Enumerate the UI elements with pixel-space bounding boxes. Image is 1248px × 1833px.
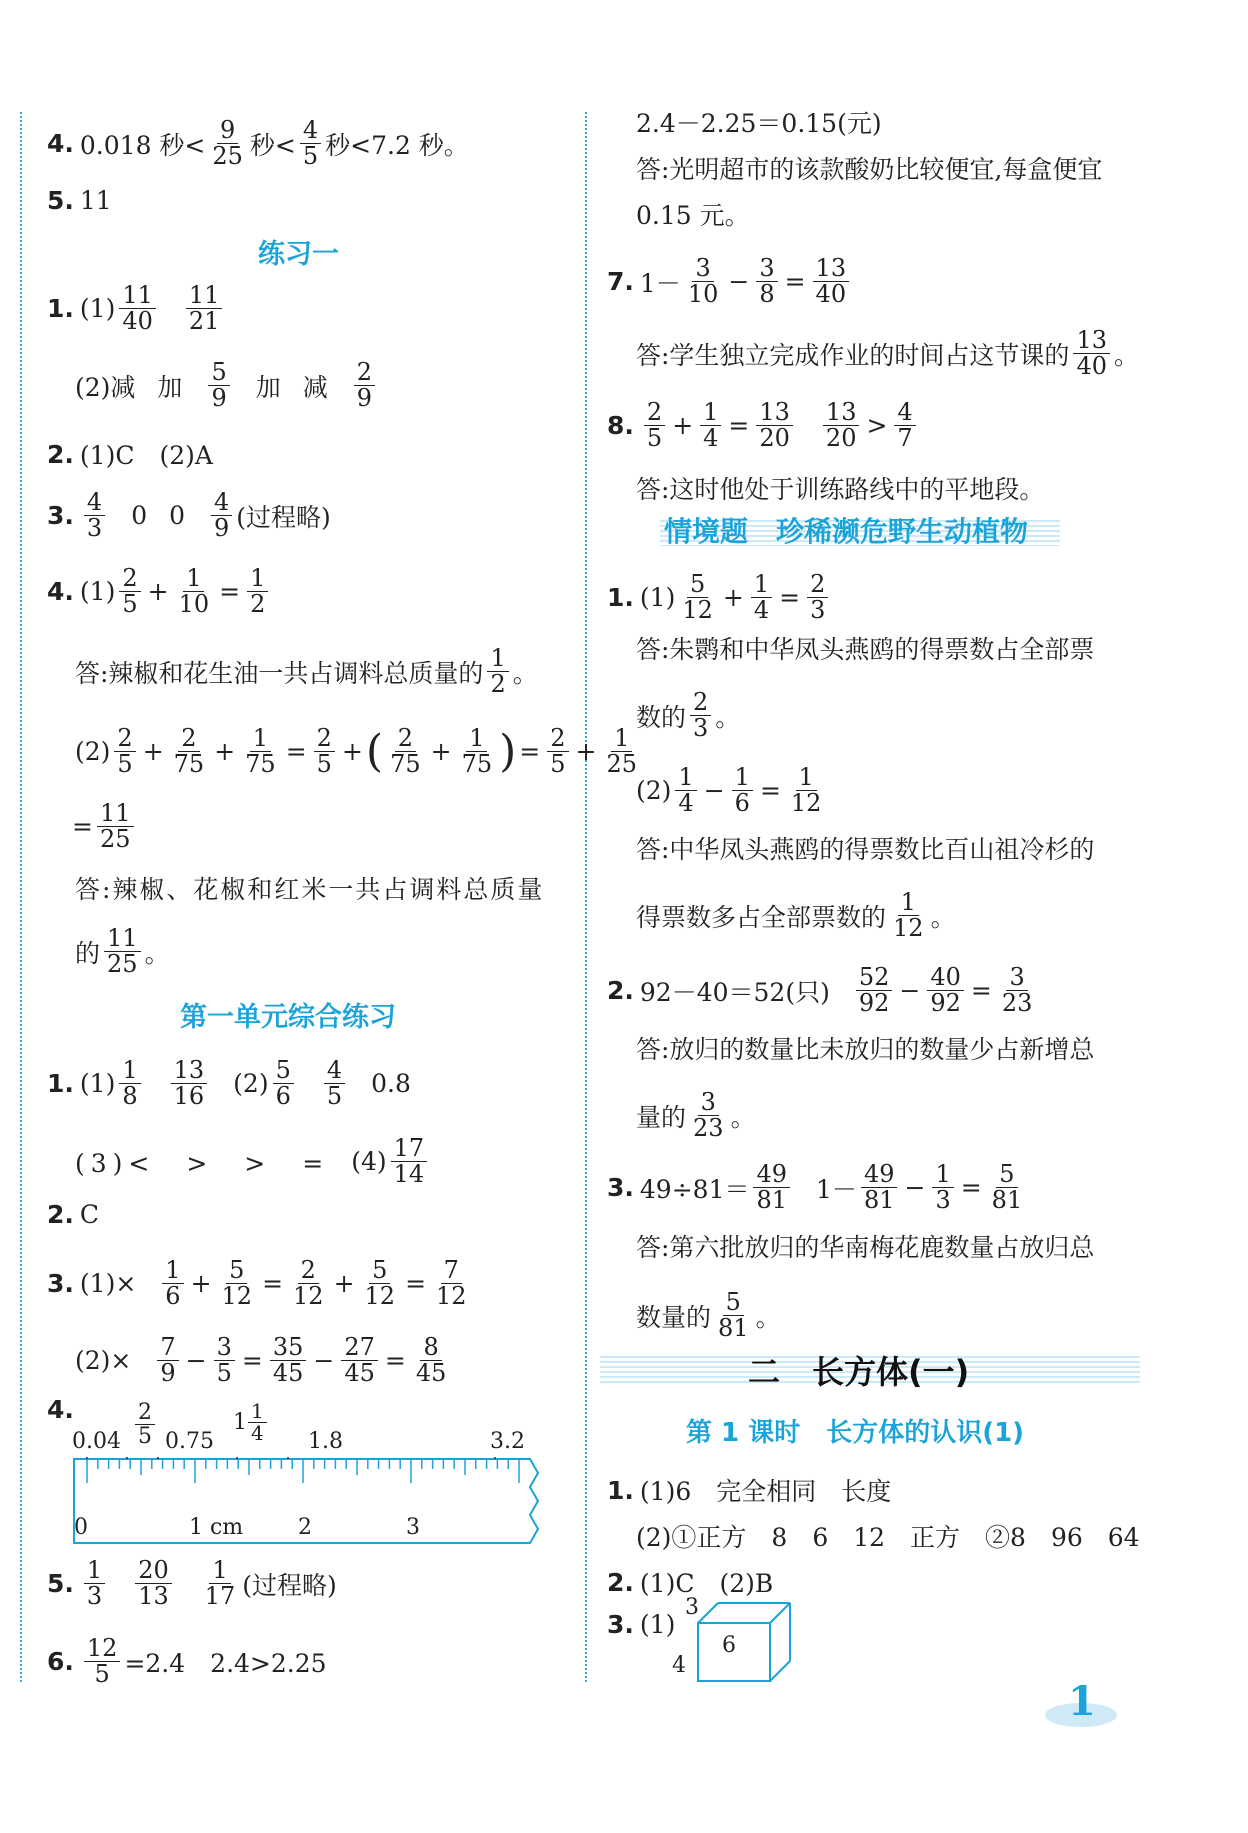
- fraction: $\frac{4}{5}$: [300, 118, 321, 169]
- ruler-label: 2: [298, 1515, 312, 1540]
- scenario-2: 2. 92－40＝52(只) $\frac{52}{92}$ − $\frac{40}{92}$ = $\frac{3}{23}$: [607, 963, 1033, 1018]
- ruler-mark-mixed-number: 1 $\frac{1}{4}$: [233, 1401, 268, 1444]
- column-divider: [585, 112, 587, 1682]
- section-heading-exercise-1: 练习一: [258, 239, 339, 270]
- ruler-mark-label: 1.8: [308, 1429, 343, 1454]
- review-4-number: 4.: [47, 1395, 74, 1424]
- lesson-title: 第 1 课时 长方体的认识(1): [686, 1418, 1025, 1448]
- exercise-4-answer-1: 答:辣椒和花生油一共占调料总质量的 $\frac{1}{2}$ 。: [75, 644, 538, 699]
- exercise-4-answer-2-cont: 的 $\frac{11}{25}$ 。: [75, 924, 170, 979]
- ruler-figure: [72, 1399, 542, 1545]
- scenario-2-answer: 答:放归的数量比未放归的数量少占新增总: [636, 1035, 1095, 1064]
- answer-7: 7. 1－ $\frac{3}{10}$ − $\frac{3}{8}$ = $\frac{13}{40}$: [607, 256, 853, 307]
- left-margin-rule: [20, 112, 22, 1682]
- exercise-4-part-2: (2) $\frac{2}{5}$ + $\frac{2}{75}$ + $\frac{1}{75}$ = $\frac{2}{5}$ + ( $\frac{2}{75}$ + $\frac{1}{75}$ ) = $\frac{2}{5}$ + $\frac{1}{25}$: [75, 724, 638, 779]
- review-3-part-2: (2)× $\frac{7}{9}$ − $\frac{3}{5}$ = $\frac{35}{45}$ − $\frac{27}{45}$ = $\frac{8}{45}$: [75, 1333, 447, 1388]
- page-number: 1: [1068, 1678, 1096, 1725]
- review-5: 5. $\frac{1}{3}$ $\frac{20}{13}$ $\frac{1}{17}$ (过程略): [47, 1556, 337, 1611]
- scenario-1-answer-2-cont: 得票数多占全部票数的 $\frac{1}{12}$ 。: [636, 888, 956, 943]
- exercise-4-answer-2: 答:辣椒、花椒和红米一共占调料总质量: [75, 875, 545, 904]
- scenario-1-answer-2: 答:中华凤头燕鸥的得票数比百山祖冷杉的: [636, 835, 1095, 864]
- answer-7-text: 答:学生独立完成作业的时间占这节课的 $\frac{13}{40}$ 。: [636, 326, 1139, 381]
- ruler-mark-label: 3.2: [490, 1429, 525, 1454]
- cuboid: [690, 1595, 800, 1685]
- review-3-part-1: 3. (1)× $\frac{1}{6}$ + $\frac{5}{12}$ = $\frac{2}{12}$ + $\frac{5}{12}$ = $\frac{7}{12}$: [47, 1256, 467, 1311]
- section-heading-unit-1-review: 第一单元综合练习: [180, 1002, 396, 1033]
- scenario-2-answer-cont: 量的 $\frac{3}{23}$ 。: [636, 1088, 756, 1143]
- exercise-2: 2. (1)C (2)A: [47, 439, 213, 470]
- exercise-4-part-1: 4. (1) $\frac{2}{5}$ + $\frac{1}{10}$ = $\frac{1}{2}$: [47, 566, 272, 617]
- lesson-1-part-1: 1. (1)6 完全相同 长度: [607, 1475, 892, 1506]
- review-1-row-1: 1. (1) $\frac{1}{8}$ $\frac{13}{16}$ (2) $\frac{5}{6}$ $\frac{4}{5}$ 0.8: [47, 1056, 411, 1111]
- ruler-label: 3: [406, 1515, 420, 1540]
- answer-6-text-cont: 0.15 元。: [636, 201, 750, 230]
- answer-8: 8. $\frac{2}{5}$ + $\frac{1}{4}$ = $\frac{13}{20}$ $\frac{13}{20}$ > $\frac{4}{7}$: [607, 400, 920, 451]
- fraction: $\frac{9}{25}$: [212, 116, 243, 171]
- section-heading-scenario: 情境题 珍稀濒危野生动植物: [664, 515, 1029, 548]
- exercise-1-part-2: (2)减 加 $\frac{5}{9}$ 加 减 $\frac{2}{9}$: [75, 360, 379, 411]
- lesson-2: 2. (1)C (2)B: [607, 1567, 774, 1598]
- lesson-1-part-2: (2)①正方 8 6 12 正方 ②8 96 64: [636, 1523, 1140, 1552]
- lesson-3: 3. (1): [607, 1610, 676, 1639]
- scenario-3-answer: 答:第六批放归的华南梅花鹿数量占放归总: [636, 1233, 1095, 1262]
- review-6: 6. $\frac{12}{5}$ =2.4 2.4>2.25: [47, 1634, 327, 1689]
- cuboid-figure: 3 4 6: [660, 1595, 800, 1695]
- review-2: 2. C: [47, 1200, 100, 1229]
- scenario-3: 3. 49÷81＝ $\frac{49}{81}$ 1－ $\frac{49}{81}$ − $\frac{1}{3}$ = $\frac{5}{81}$: [607, 1160, 1023, 1215]
- ruler-mark-label: 0.75: [165, 1429, 214, 1454]
- answer-5: 5. 11: [47, 186, 112, 215]
- answer-4: 4. 0.018 秒< $\frac{9}{25}$ 秒< $\frac{4}{5}$ 秒<7.2 秒。: [47, 116, 469, 171]
- review-1-row-2: (3)< > > = (4) $\frac{17}{14}$: [75, 1136, 431, 1187]
- answer-6-calc: 2.4－2.25＝0.15(元): [636, 109, 882, 138]
- scenario-1-part-1: 1. (1) $\frac{5}{12}$ + $\frac{1}{4}$ = $\frac{2}{3}$: [607, 572, 832, 623]
- scenario-1-answer-1-cont: 数的 $\frac{2}{3}$ 。: [636, 688, 741, 743]
- ruler-label: 1 cm: [189, 1515, 244, 1540]
- exercise-3: 3. $\frac{4}{3}$ 0 0 $\frac{4}{9}$ (过程略): [47, 488, 331, 543]
- exercise-4-result: = $\frac{11}{25}$: [72, 801, 138, 852]
- scenario-3-answer-cont: 数量的 $\frac{5}{81}$ 。: [636, 1288, 781, 1343]
- unit-title: 二 长方体(一): [748, 1353, 970, 1391]
- ruler-mark-fraction: $\frac{2}{5}$: [135, 1401, 155, 1448]
- ruler-mark-label: 0.04: [72, 1429, 121, 1454]
- ruler-label: 0: [74, 1515, 88, 1540]
- answer-8-text: 答:这时他处于训练路线中的平地段。: [636, 475, 1045, 504]
- exercise-1-part-1: 1. (1) $\frac{11}{40}$ $\frac{11}{21}$: [47, 283, 226, 334]
- scenario-1-part-2: (2) $\frac{1}{4}$ − $\frac{1}{6}$ = $\frac{1}{12}$: [636, 763, 822, 818]
- answer-6-text: 答:光明超市的该款酸奶比较便宜,每盒便宜: [636, 155, 1103, 184]
- scenario-1-answer-1: 答:朱鹮和中华凤头燕鸥的得票数占全部票: [636, 635, 1095, 664]
